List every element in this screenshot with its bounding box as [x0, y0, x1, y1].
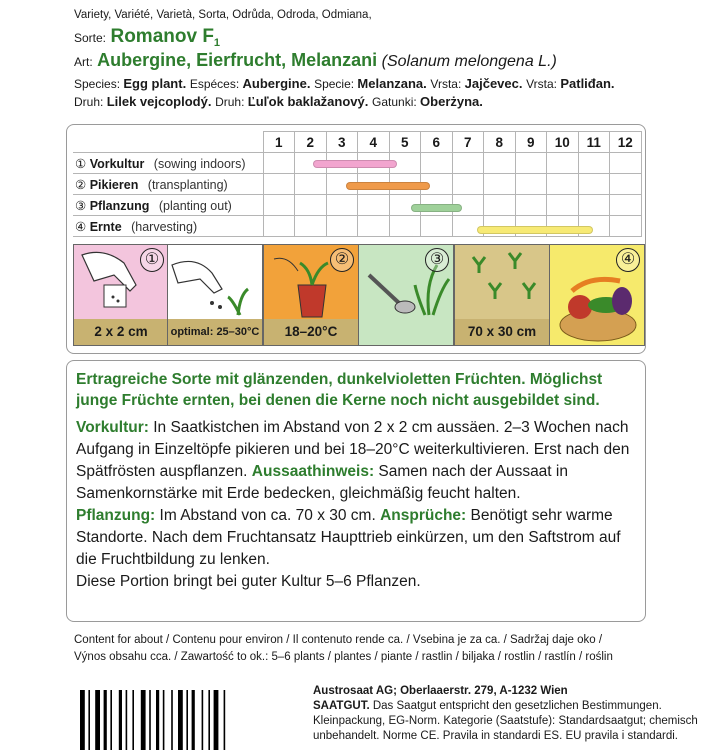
barcode-bar	[110, 690, 112, 750]
vorkultur-text: In Saatkistchen im Abstand von 2 x 2 cm aussäen. 2–3 Wochen nach Aufgang in Einzeltöpfe pikieren und bei 18–20°C weiterkultivieren. Erst nach den Spätfrösten auspflanzen.	[76, 419, 630, 480]
calendar-corner	[73, 132, 263, 153]
pictogram-1	[73, 244, 169, 346]
month-cell	[295, 195, 327, 216]
species-value: Ľuľok baklažanový.	[247, 94, 369, 110]
variety-row	[74, 26, 714, 49]
month-cell	[295, 216, 327, 237]
vorkultur-label: Vorkultur:	[76, 419, 149, 436]
sorte-label: Sorte:	[74, 31, 107, 45]
month-cell	[389, 216, 421, 237]
pflanzung-label: Pflanzung:	[76, 507, 156, 524]
month-cell	[484, 153, 516, 174]
month-cell	[578, 174, 610, 195]
step-symbol: ①	[75, 156, 90, 171]
month-cell	[263, 195, 295, 216]
art-row	[74, 50, 714, 71]
description-box	[66, 360, 646, 622]
vorkultur-paragraph	[76, 417, 637, 505]
species-value: Jajčevec.	[464, 76, 523, 92]
month-label: 4	[358, 132, 390, 153]
pflanzung-text: Im Abstand von ca. 70 x 30 cm.	[155, 507, 381, 524]
company-address: Austrosaat AG; Oberlaaerstr. 279, A-1232 Wien	[313, 685, 568, 697]
pictogram-illustration-icon	[455, 245, 549, 326]
step-symbol: ④	[75, 219, 90, 234]
barcode-bar	[149, 690, 151, 750]
month-cell	[326, 216, 358, 237]
pictogram-caption: optimal: 25–30°C	[168, 319, 262, 345]
calendar-row	[73, 195, 641, 216]
barcode-bar	[104, 690, 107, 750]
month-label: 1	[263, 132, 295, 153]
calendar-row-label	[73, 195, 263, 216]
pictogram-caption: 2 x 2 cm	[74, 319, 168, 345]
month-label: 10	[547, 132, 579, 153]
latin-name: (Solanum melongena L.)	[381, 53, 557, 71]
month-cell	[452, 153, 484, 174]
month-cell	[515, 195, 547, 216]
species-value: Melanzana.	[357, 76, 427, 92]
calendar-row-label	[73, 174, 263, 195]
aussaat-text: Samen nach der Aussaat in Samenkornstärke mit Erde bedecken, gleichmäßig feucht halten.	[76, 463, 568, 502]
variety-name: Romanov F	[110, 26, 214, 47]
portion-text: Diese Portion bringt bei guter Kultur 5–6 Pflanzen.	[76, 573, 421, 590]
month-cell	[610, 216, 642, 237]
month-cell	[547, 153, 579, 174]
calendar-bar	[346, 182, 430, 190]
header	[74, 8, 714, 111]
month-cell	[358, 195, 390, 216]
pictogram-2	[167, 244, 263, 346]
barcode-bar	[171, 690, 173, 750]
species-label: Espéces:	[189, 77, 243, 92]
species-value: Lilek vejcoplodý.	[106, 94, 212, 110]
month-label: 11	[578, 132, 610, 153]
month-cell	[578, 153, 610, 174]
month-label: 3	[326, 132, 358, 153]
pictogram-illustration-icon	[168, 245, 262, 326]
barcode-bar	[202, 690, 204, 750]
month-cell	[547, 195, 579, 216]
month-label: 5	[389, 132, 421, 153]
pflanzung-paragraph	[76, 505, 637, 571]
species-label: Druh:	[74, 95, 107, 110]
calendar-bar	[313, 160, 397, 168]
month-cell	[452, 174, 484, 195]
month-cell	[421, 153, 453, 174]
month-label: 9	[515, 132, 547, 153]
step-name: Pikieren	[89, 177, 139, 192]
species-line-1	[74, 75, 714, 93]
step-note: (sowing indoors)	[150, 156, 246, 171]
saatgut-text-block	[313, 699, 713, 744]
month-cell	[263, 153, 295, 174]
pictogram-4	[358, 244, 454, 346]
art-name: Aubergine, Eierfrucht, Melanzani	[97, 50, 378, 71]
step-name: Vorkultur	[89, 156, 145, 171]
variety-line: Variety, Variété, Varietà, Sorta, Odrůda, Odroda, Odmiana,	[74, 9, 372, 21]
month-cell	[484, 174, 516, 195]
species-label: Druh:	[215, 95, 248, 110]
calendar-row-label	[73, 216, 263, 237]
species-line-2	[74, 93, 714, 111]
barcode-bar	[163, 690, 165, 750]
pictogram-number: ②	[330, 248, 354, 272]
month-cell	[547, 174, 579, 195]
species-label: Gatunki:	[372, 95, 421, 110]
barcode-bar	[224, 690, 226, 750]
step-name: Ernte	[89, 219, 122, 234]
barcode-bar	[192, 690, 195, 750]
month-cell	[263, 174, 295, 195]
barcode-bar	[126, 690, 128, 750]
step-note: (planting out)	[155, 198, 232, 213]
aussaat-label: Aussaathinweis:	[251, 463, 375, 480]
barcode-bar	[178, 690, 183, 750]
barcode-bar	[132, 690, 134, 750]
species-label: Vrsta:	[430, 77, 465, 92]
calendar-row-label	[73, 153, 263, 174]
barcode-bar	[186, 690, 188, 750]
calendar-bar	[411, 204, 462, 212]
species-label: Specie:	[314, 77, 358, 92]
barcode-bar	[208, 690, 210, 750]
barcode-bar	[119, 690, 122, 750]
species-value: Egg plant.	[123, 76, 187, 92]
month-cell	[263, 216, 295, 237]
pictogram-number: ③	[425, 248, 449, 272]
step-symbol: ③	[75, 198, 90, 213]
month-label: 6	[421, 132, 453, 153]
species-label: Species:	[74, 77, 124, 92]
contents-info	[74, 632, 714, 666]
pictogram-5	[454, 244, 550, 346]
step-name: Pflanzung	[89, 198, 150, 213]
month-label: 8	[484, 132, 516, 153]
intro-text: Ertragreiche Sorte mit glänzenden, dunkelvioletten Früchten. Möglichst junge Früchte ernten, bei denen die Kerne noch nicht ausgebildet sind.	[76, 371, 603, 409]
month-cell	[515, 174, 547, 195]
month-cell	[578, 195, 610, 216]
barcode-bar	[214, 690, 219, 750]
barcode-bar	[80, 690, 85, 750]
pictogram-3	[263, 244, 359, 346]
saatgut-label: SAATGUT.	[313, 700, 370, 712]
contents-line-2: Výnos obsahu cca. / Zawartość to ok.: 5–6 plants / plantes / piante / rastlin / biljaka / rostlin / rastlín / roślin	[74, 651, 613, 663]
month-cell	[421, 216, 453, 237]
anspruch-label: Ansprüche:	[380, 507, 467, 524]
pictogram-number: ①	[140, 248, 164, 272]
month-cell	[326, 195, 358, 216]
month-label: 12	[610, 132, 642, 153]
company-info	[313, 684, 713, 744]
month-cell	[358, 216, 390, 237]
pictogram-6	[549, 244, 645, 346]
step-note: (harvesting)	[127, 219, 198, 234]
pictogram-caption: 70 x 30 cm	[455, 319, 549, 345]
species-value: Oberżyna.	[420, 94, 483, 110]
pictogram-number: ④	[616, 248, 640, 272]
month-cell	[484, 195, 516, 216]
contents-line-1: Content for about / Contenu pour environ / Il contenuto rende ca. / Vsebina je za ca. / Sadržaj daje oko /	[74, 634, 603, 646]
step-note: (transplanting)	[144, 177, 228, 192]
barcode-bar	[95, 690, 100, 750]
species-label: Vrsta:	[526, 77, 561, 92]
variety-subscript: 1	[213, 37, 221, 50]
barcode-bar	[156, 690, 159, 750]
calendar-bar	[477, 226, 593, 234]
pictogram-caption: 18–20°C	[264, 319, 358, 345]
barcode-bar	[88, 690, 90, 750]
barcode-icon	[80, 690, 300, 750]
anspruch-text: Benötigt sehr warme Standorte. Nach dem Fruchtansatz Haupttrieb einkürzen, um den Saftstrom auf die Fruchtbildung zu lenken.	[76, 507, 621, 568]
month-label: 2	[295, 132, 327, 153]
month-cell	[515, 153, 547, 174]
month-cell	[610, 195, 642, 216]
month-cell	[610, 153, 642, 174]
month-cell	[295, 174, 327, 195]
month-label: 7	[452, 132, 484, 153]
barcode-bar	[141, 690, 146, 750]
art-label: Art:	[74, 55, 93, 70]
species-value: Aubergine.	[242, 76, 311, 92]
step-symbol: ②	[75, 177, 90, 192]
species-value: Patliđan.	[560, 76, 615, 92]
saatgut-text: Das Saatgut entspricht den gesetzlichen Bestimmungen. Kleinpackung, EG-Norm. Kategorie (Saatstufe): Standardsaatgut; chemisch unbehandelt. Norme CE. Pravila in standardi ES. EU pravila i standardi.	[313, 700, 698, 742]
month-cell	[610, 174, 642, 195]
